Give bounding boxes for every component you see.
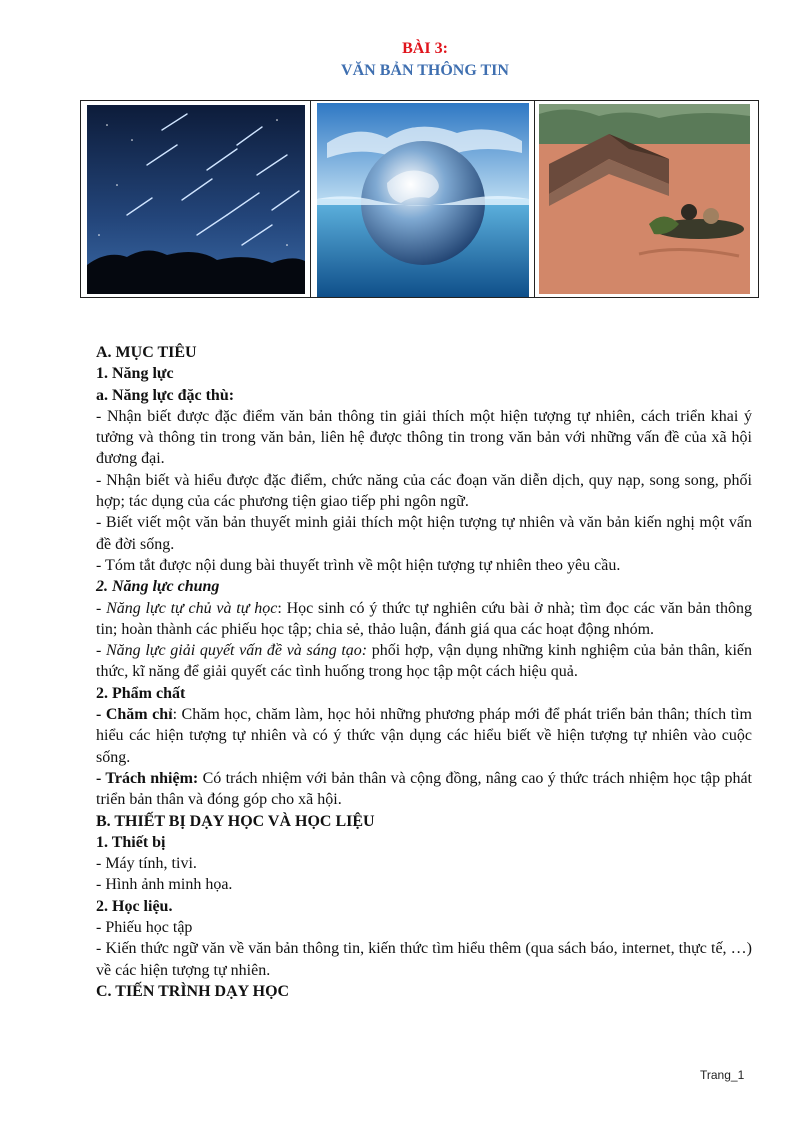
paragraph-thiet-bi-1: - Máy tính, tivi. xyxy=(96,855,197,873)
giai-quyet-text: phối hợp, vận dụng những kinh nghiệm của bản thân, kiến thức, kĩ năng để giải quyết các tình huống trong học tập một cách hiệu quả. xyxy=(96,642,753,681)
lesson-title: VĂN BẢN THÔNG TIN xyxy=(341,62,509,79)
paragraph-hoc-lieu-1: - Phiếu học tập xyxy=(96,919,193,937)
meteor-shower-photo xyxy=(87,105,305,294)
giai-quyet-label: - Năng lực giải quyết vấn đề và sáng tạo: xyxy=(96,642,368,660)
paragraph-hoc-lieu-2: - Kiến thức ngữ văn về văn bản thông tin, kiến thức tìm hiểu thêm (qua sách báo, internet, thực tế, …) về các hiện tượng tự nhiên. xyxy=(96,940,752,979)
heading-hoc-lieu: 2. Học liệu. xyxy=(96,897,173,915)
image-cell-flood xyxy=(535,101,758,297)
heading-pham-chat: 2. Phẩm chất xyxy=(96,684,186,702)
paragraph-dac-thu-4: - Tóm tắt được nội dung bài thuyết trình về một hiện tượng tự nhiên theo yêu cầu. xyxy=(96,556,621,574)
paragraph-dac-thu-2: - Nhận biết và hiểu được đặc điểm, chức năng của các đoạn văn diễn dịch, quy nạp, song song, phối hợp; tác dụng của các phương tiện giao tiếp phi ngôn ngữ. xyxy=(96,471,752,511)
image-table xyxy=(80,100,759,298)
paragraph-tu-chu xyxy=(96,598,752,641)
tu-chu-text: : Học sinh có ý thức tự nghiên cứu bài ở nhà; tìm đọc các văn bản thông tin; hoàn thành các phiếu học tập; chia sẻ, thảo luận, đánh giá qua các hoạt động nhóm. xyxy=(96,599,753,638)
trach-nhiem-label: - Trách nhiệm: xyxy=(96,769,199,787)
section-a-heading: A. MỤC TIÊU xyxy=(96,344,197,361)
cham-chi-text: : Chăm học, chăm làm, học hỏi những phương pháp mới để phát triển bản thân; thích tìm hiểu các hiện tượng tự nhiên và có ý thức vận dụng các hiểu biết về hiện tượng tự nhiên vào cuộc sống. xyxy=(96,706,752,766)
section-c-heading: C. TIẾN TRÌNH DẠY HỌC xyxy=(96,982,290,1000)
heading-dac-thu: a. Năng lực đặc thù: xyxy=(96,386,235,404)
trach-nhiem-text: Có trách nhiệm với bản thân và cộng đồng, nâng cao ý thức trách nhiệm học tập phát triển bản thân và đóng góp cho xã hội. xyxy=(96,769,753,809)
document-body xyxy=(96,342,752,1002)
page-number: Trang_1 xyxy=(700,1068,745,1082)
image-cell-earth xyxy=(311,101,535,297)
heading-thiet-bi: 1. Thiết bị xyxy=(96,833,166,851)
lesson-number: BÀI 3: xyxy=(402,40,448,57)
section-b-heading: B. THIẾT BỊ DẠY HỌC VÀ HỌC LIỆU xyxy=(96,812,375,830)
paragraph-dac-thu-3: - Biết viết một văn bản thuyết minh giải thích một hiện tượng tự nhiên và văn bản kiến nghị một vấn đề đời sống. xyxy=(96,514,752,553)
image-cell-meteor xyxy=(81,101,311,297)
heading-nang-luc-chung: 2. Năng lực chung xyxy=(96,578,220,596)
cham-chi-label: - Chăm chỉ xyxy=(96,706,173,724)
paragraph-trach-nhiem xyxy=(96,768,752,811)
tu-chu-label: - Năng lực tự chủ và tự học xyxy=(96,599,278,617)
earth-in-water-photo xyxy=(317,103,529,297)
heading-nang-luc: 1. Năng lực xyxy=(96,365,174,383)
paragraph-thiet-bi-2: - Hình ảnh minh họa. xyxy=(96,876,233,894)
paragraph-giai-quyet xyxy=(96,640,752,683)
paragraph-dac-thu-1: - Nhận biết được đặc điểm văn bản thông tin giải thích một hiện tượng tự nhiên, cách triển khai ý tưởng và thông tin trong văn bản, liên hệ được thông tin trong văn bản với những vấn đề của xã hội đương đại. xyxy=(96,407,752,468)
flooded-village-photo xyxy=(539,104,750,294)
paragraph-cham-chi xyxy=(96,704,752,768)
